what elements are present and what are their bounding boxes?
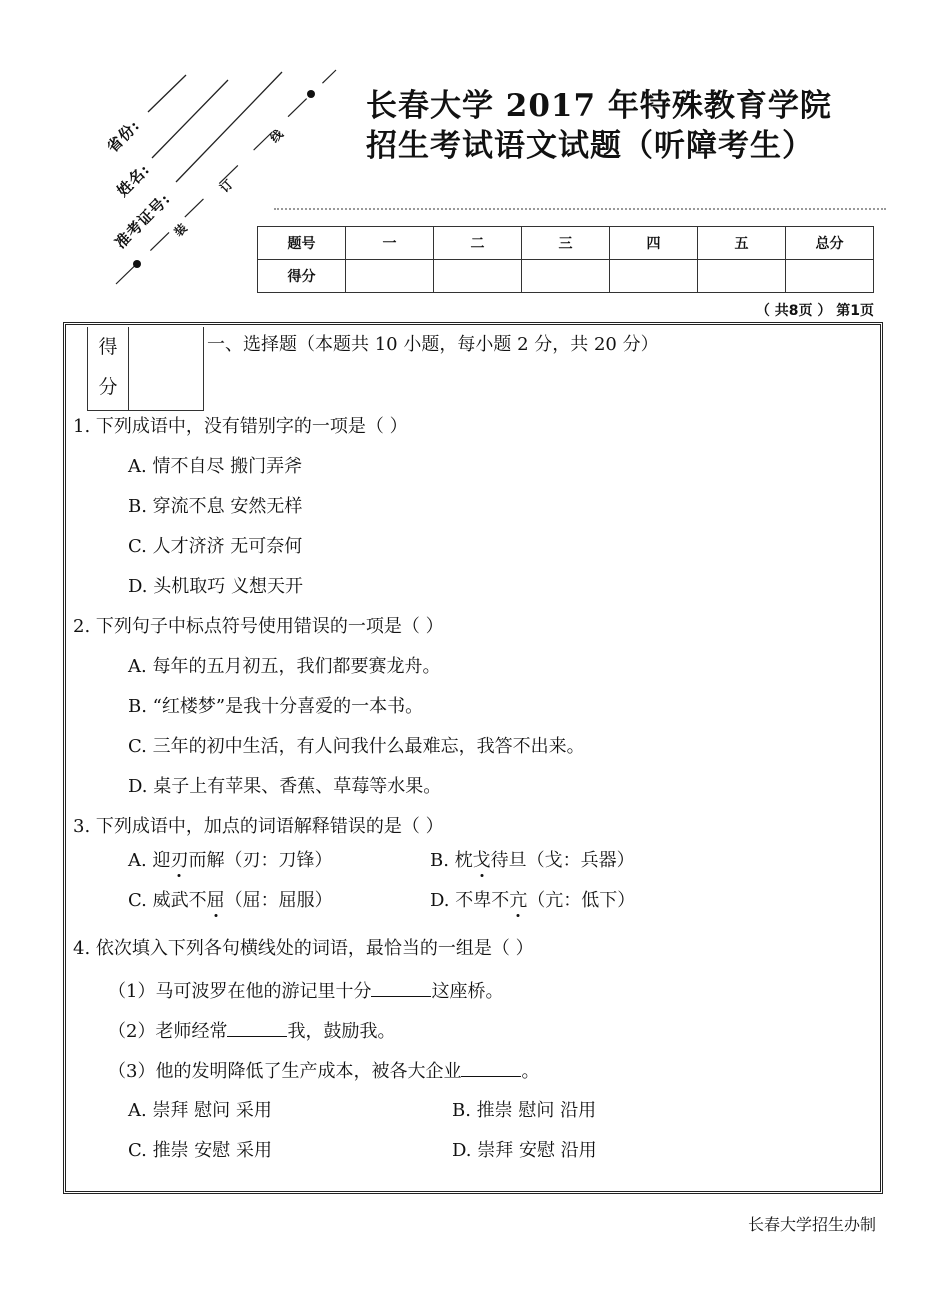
score-row-label: 得分 <box>258 260 346 293</box>
q3-d-post: （亢：低下） <box>527 890 636 911</box>
q1-option-a[interactable]: A. 情不自尽 搬门弄斧 <box>128 456 303 477</box>
q4-stem: 4. 依次填入下列各句横线处的词语，最恰当的一组是（ ） <box>73 938 534 959</box>
section-heading: 一、选择题（本题共 10 小题，每小题 2 分，共 20 分） <box>207 334 659 355</box>
q3-b-post: 待旦（戈：兵器） <box>490 850 635 871</box>
province-label: 省份: <box>103 116 144 157</box>
q3-a-dotted-char: 刃 <box>170 850 189 871</box>
q4-s1-blank[interactable] <box>371 978 431 997</box>
q4-s2-pre: （2）老师经常 <box>108 1021 228 1042</box>
q3-a-post: 而解（刃：刀锋） <box>188 850 333 871</box>
q4-option-b[interactable]: B. 推崇 慰问 沿用 <box>452 1100 597 1121</box>
score-cell[interactable] <box>698 260 786 293</box>
score-label-char-2: 分 <box>98 376 118 398</box>
score-header-cell: 四 <box>610 227 698 260</box>
score-table <box>257 226 874 293</box>
title-line-1: 长春大学 2017 年特殊教育学院 <box>366 88 832 124</box>
seal-char-zhuang: 装 <box>171 220 191 240</box>
q4-s1-pre: （1）马可波罗在他的游记里十分 <box>108 981 372 1002</box>
footer-issuer: 长春大学招生办制 <box>747 1215 876 1234</box>
name-label: 姓名: <box>113 160 154 201</box>
title-divider <box>274 208 886 210</box>
q1-option-b[interactable]: B. 穿流不息 安然无样 <box>128 496 303 517</box>
q3-option-c[interactable] <box>128 888 333 914</box>
q4-s2-blank[interactable] <box>227 1018 287 1037</box>
q2-stem: 2. 下列句子中标点符号使用错误的一项是（ ） <box>73 616 444 637</box>
q3-b-pre: B. 枕 <box>430 850 473 871</box>
exam-title <box>366 86 832 166</box>
score-header-cell: 二 <box>434 227 522 260</box>
seal-char-ding: 订 <box>217 176 237 196</box>
q3-d-pre: D. 不卑不 <box>430 890 510 911</box>
exam-id-label: 准考证号: <box>111 189 175 253</box>
q3-c-post: （屈：屈服） <box>224 890 333 911</box>
q3-b-dotted-char: 戈 <box>472 850 491 871</box>
score-header-cell: 三 <box>522 227 610 260</box>
score-header-cell: 总分 <box>786 227 874 260</box>
q3-a-pre: A. 迎 <box>128 850 171 871</box>
q3-option-d[interactable] <box>430 888 635 914</box>
score-table-header-row <box>258 227 874 260</box>
seal-char-xian: 线 <box>267 126 287 146</box>
q4-sentence-1 <box>108 978 503 1005</box>
score-header-cell: 题号 <box>258 227 346 260</box>
title-line-2: 招生考试语文试题（听障考生） <box>366 128 814 164</box>
q2-option-b[interactable]: B. “红楼梦”是我十分喜爱的一本书。 <box>128 696 424 717</box>
score-header-cell: 一 <box>346 227 434 260</box>
score-cell[interactable] <box>786 260 874 293</box>
q4-option-c[interactable]: C. 推崇 安慰 采用 <box>128 1140 273 1161</box>
score-label-char-1: 得 <box>98 336 118 358</box>
q4-option-a[interactable]: A. 崇拜 慰问 采用 <box>128 1100 272 1121</box>
q3-c-dotted-char: 屈 <box>206 890 225 911</box>
q3-stem: 3. 下列成语中，加点的词语解释错误的是（ ） <box>73 816 444 837</box>
q2-option-a[interactable]: A. 每年的五月初五，我们都要赛龙舟。 <box>128 656 441 677</box>
score-table-score-row <box>258 260 874 293</box>
q1-option-d[interactable]: D. 头机取巧 义想天开 <box>128 576 303 597</box>
q3-option-b[interactable] <box>430 848 635 874</box>
q4-s2-post: 我，鼓励我。 <box>287 1021 396 1042</box>
q4-s3-pre: （3）他的发明降低了生产成本，被各大企业 <box>108 1061 462 1082</box>
q1-option-c[interactable]: C. 人才济济 无可奈何 <box>128 536 303 557</box>
section-score-box <box>87 327 204 411</box>
q2-option-d[interactable]: D. 桌子上有苹果、香蕉、草莓等水果。 <box>128 776 442 797</box>
q3-c-pre: C. 威武不 <box>128 890 207 911</box>
q4-option-d[interactable]: D. 崇拜 安慰 沿用 <box>452 1140 597 1161</box>
q4-sentence-3 <box>108 1058 539 1085</box>
page-info: （ 共8页 ） 第1页 <box>755 303 874 319</box>
q4-sentence-2 <box>108 1018 395 1045</box>
q4-s3-blank[interactable] <box>461 1058 521 1077</box>
q3-option-a[interactable] <box>128 848 332 874</box>
q4-s1-post: 这座桥。 <box>431 981 504 1002</box>
score-cell[interactable] <box>522 260 610 293</box>
score-cell[interactable] <box>434 260 522 293</box>
section-score-label <box>88 327 129 410</box>
score-cell[interactable] <box>346 260 434 293</box>
q1-stem: 1. 下列成语中，没有错别字的一项是（ ） <box>73 416 408 437</box>
q2-option-c[interactable]: C. 三年的初中生活，有人问我什么最难忘，我答不出来。 <box>128 736 585 757</box>
score-header-cell: 五 <box>698 227 786 260</box>
q3-d-dotted-char: 亢 <box>509 890 528 911</box>
score-cell[interactable] <box>610 260 698 293</box>
q4-s3-post: 。 <box>521 1061 540 1082</box>
